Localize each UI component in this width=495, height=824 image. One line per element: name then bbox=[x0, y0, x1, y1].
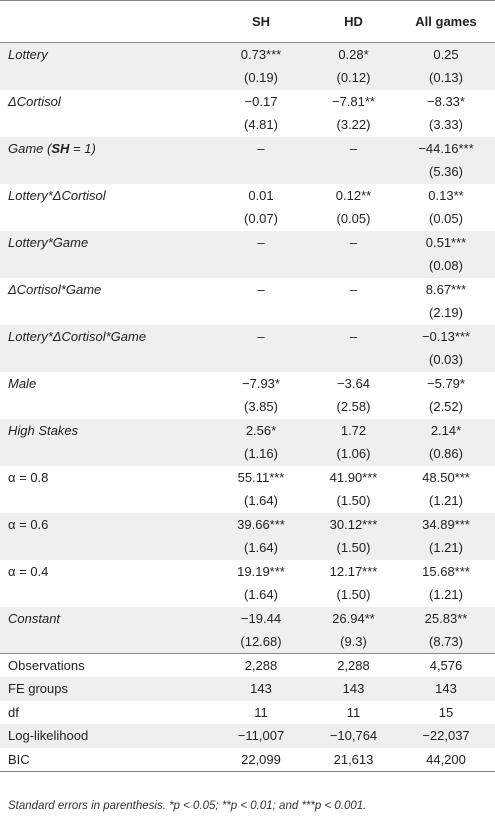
stat-cell: 143 bbox=[310, 677, 397, 701]
coef-row bbox=[0, 419, 495, 443]
coef-cell: 0.73*** bbox=[212, 43, 310, 67]
coef-cell: −0.17 bbox=[244, 93, 278, 109]
coef-cell: −8.33* bbox=[427, 93, 465, 109]
coef-cell: 34.89*** bbox=[397, 513, 495, 537]
se-row bbox=[0, 583, 495, 607]
coef-row bbox=[0, 325, 495, 349]
stat-cell: 2,288 bbox=[310, 654, 397, 678]
coef-row bbox=[0, 184, 495, 208]
row-label-empty bbox=[0, 395, 212, 419]
row-label: α = 0.6 bbox=[0, 513, 212, 537]
coef-cell: 0.25 bbox=[397, 43, 495, 67]
stat-cell: −22,037 bbox=[397, 724, 495, 748]
coef-cell: 19.19*** bbox=[237, 563, 285, 579]
row-label-empty bbox=[0, 583, 212, 607]
se-cell bbox=[310, 348, 397, 372]
stat-cell: 2,288 bbox=[212, 654, 310, 678]
stat-cell: 15 bbox=[438, 704, 454, 720]
row-label: ΔCortisol bbox=[8, 93, 61, 109]
header-cell: HD bbox=[310, 1, 397, 43]
se-cell: (0.19) bbox=[212, 66, 310, 90]
stat-row bbox=[0, 677, 495, 701]
se-cell: (12.68) bbox=[212, 630, 310, 654]
stat-cell: 11 bbox=[254, 704, 268, 720]
se-cell: (1.21) bbox=[429, 493, 463, 509]
coef-cell: 25.83** bbox=[397, 607, 495, 631]
stat-label: BIC bbox=[0, 748, 212, 772]
stat-cell: 143 bbox=[212, 677, 310, 701]
row-label-empty bbox=[0, 66, 212, 90]
coef-cell: −5.79* bbox=[427, 375, 465, 391]
coef-row bbox=[0, 231, 495, 255]
coef-cell: 0.01 bbox=[248, 187, 274, 203]
coef-cell: 26.94** bbox=[310, 607, 397, 631]
coef-row bbox=[0, 607, 495, 631]
header-cell: All games bbox=[397, 1, 495, 43]
stat-cell: 21,613 bbox=[310, 748, 397, 772]
coef-cell: 8.67*** bbox=[425, 281, 467, 297]
se-cell: (1.64) bbox=[244, 493, 278, 509]
stat-label: Observations bbox=[0, 654, 212, 678]
stat-cell: 22,099 bbox=[212, 748, 310, 772]
row-label-empty bbox=[0, 536, 212, 560]
se-cell: (1.06) bbox=[310, 442, 397, 466]
se-cell: (0.13) bbox=[397, 66, 495, 90]
se-cell bbox=[212, 301, 310, 325]
se-cell: (1.21) bbox=[397, 536, 495, 560]
se-cell bbox=[310, 160, 397, 184]
coef-row bbox=[0, 137, 495, 161]
coef-cell: 15.68*** bbox=[422, 563, 470, 579]
row-label: α = 0.8 bbox=[8, 469, 49, 485]
row-label: High Stakes bbox=[0, 419, 212, 443]
se-cell bbox=[212, 160, 310, 184]
se-row bbox=[0, 536, 495, 560]
se-cell: (5.36) bbox=[397, 160, 495, 184]
coef-cell: −7.93* bbox=[242, 375, 280, 391]
row-label: Lottery*ΔCortisol bbox=[8, 187, 106, 203]
stat-cell: 4,576 bbox=[397, 654, 495, 678]
se-row bbox=[0, 348, 495, 372]
row-label-empty bbox=[0, 442, 212, 466]
row-label: Game (SH = 1) bbox=[0, 137, 212, 161]
coef-cell: – bbox=[212, 231, 310, 255]
row-label-empty bbox=[0, 113, 212, 137]
se-row bbox=[0, 442, 495, 466]
se-cell: (3.33) bbox=[429, 117, 463, 133]
stat-cell: −11,007 bbox=[212, 724, 310, 748]
row-label-empty bbox=[0, 348, 212, 372]
stat-label: Log-likelihood bbox=[0, 724, 212, 748]
se-cell: (1.64) bbox=[244, 587, 278, 603]
coef-cell: 39.66*** bbox=[212, 513, 310, 537]
header-cell: SH bbox=[212, 1, 310, 43]
coef-row bbox=[0, 278, 495, 302]
se-cell: (1.21) bbox=[429, 587, 463, 603]
se-row bbox=[0, 301, 495, 325]
se-cell bbox=[212, 254, 310, 278]
se-cell: (0.07) bbox=[244, 211, 278, 227]
header-cell bbox=[0, 1, 212, 43]
se-cell: (1.50) bbox=[336, 493, 371, 509]
se-cell bbox=[212, 348, 310, 372]
header-row bbox=[0, 1, 495, 43]
stat-cell: 11 bbox=[346, 704, 361, 720]
se-cell: (1.64) bbox=[212, 536, 310, 560]
coef-cell: – bbox=[349, 281, 358, 297]
row-label: Male bbox=[8, 375, 37, 391]
se-row bbox=[0, 395, 495, 419]
coef-cell: – bbox=[310, 325, 397, 349]
stat-row bbox=[0, 701, 495, 725]
coef-cell: 2.56* bbox=[212, 419, 310, 443]
se-row bbox=[0, 113, 495, 137]
coef-cell: 0.51*** bbox=[397, 231, 495, 255]
row-label: Lottery*Game bbox=[0, 231, 212, 255]
se-row bbox=[0, 630, 495, 654]
stat-cell: 44,200 bbox=[397, 748, 495, 772]
se-cell: (1.50) bbox=[310, 536, 397, 560]
se-cell: (3.85) bbox=[244, 399, 278, 415]
stat-row bbox=[0, 654, 495, 678]
se-cell bbox=[310, 301, 397, 325]
se-cell: (4.81) bbox=[244, 117, 278, 133]
se-row bbox=[0, 489, 495, 513]
se-cell: (9.3) bbox=[310, 630, 397, 654]
coef-cell: – bbox=[212, 325, 310, 349]
row-label: Constant bbox=[0, 607, 212, 631]
coef-cell: −44.16*** bbox=[397, 137, 495, 161]
se-cell: (2.52) bbox=[429, 399, 463, 415]
coef-cell: – bbox=[310, 137, 397, 161]
row-label-empty bbox=[0, 254, 212, 278]
se-cell: (3.22) bbox=[336, 117, 371, 133]
coef-cell: 30.12*** bbox=[310, 513, 397, 537]
coef-row bbox=[0, 43, 495, 67]
row-label: ΔCortisol*Game bbox=[8, 281, 102, 297]
se-cell: (1.50) bbox=[336, 587, 371, 603]
coef-cell: 2.14* bbox=[397, 419, 495, 443]
coef-row bbox=[0, 560, 495, 584]
coef-cell: 0.28* bbox=[310, 43, 397, 67]
coef-row bbox=[0, 90, 495, 114]
se-row bbox=[0, 207, 495, 231]
coef-cell: 1.72 bbox=[310, 419, 397, 443]
coef-cell: 55.11*** bbox=[237, 469, 285, 485]
table-body bbox=[0, 43, 495, 772]
row-label: Lottery*ΔCortisol*Game bbox=[0, 325, 212, 349]
coef-cell: 0.13** bbox=[428, 187, 464, 203]
coef-cell: 41.90*** bbox=[329, 469, 378, 485]
se-row bbox=[0, 66, 495, 90]
row-label: α = 0.4 bbox=[8, 563, 49, 579]
se-cell: (1.16) bbox=[212, 442, 310, 466]
row-label-bold: SH bbox=[51, 140, 70, 156]
coef-cell: 12.17*** bbox=[329, 563, 378, 579]
se-cell: (0.05) bbox=[336, 211, 371, 227]
se-cell: (2.19) bbox=[429, 305, 463, 321]
row-label-empty bbox=[0, 207, 212, 231]
se-row bbox=[0, 254, 495, 278]
row-label: Lottery bbox=[0, 43, 212, 67]
table-footnote: Standard errors in parenthesis. *p < 0.05; **p < 0.01; and ***p < 0.001. bbox=[8, 800, 367, 812]
se-row bbox=[0, 160, 495, 184]
stat-row bbox=[0, 724, 495, 748]
se-cell: (0.86) bbox=[397, 442, 495, 466]
se-cell: (0.08) bbox=[397, 254, 495, 278]
se-cell: (8.73) bbox=[397, 630, 495, 654]
stat-label: df bbox=[8, 704, 19, 720]
coef-row bbox=[0, 466, 495, 490]
stat-cell: 143 bbox=[397, 677, 495, 701]
se-cell: (2.58) bbox=[336, 399, 371, 415]
row-label-empty bbox=[0, 630, 212, 654]
stat-label: FE groups bbox=[0, 677, 212, 701]
coef-row bbox=[0, 513, 495, 537]
stat-cell: −10,764 bbox=[310, 724, 397, 748]
coef-cell: – bbox=[212, 137, 310, 161]
row-label-empty bbox=[0, 489, 212, 513]
coef-cell: 48.50*** bbox=[422, 469, 470, 485]
coef-cell: 0.12** bbox=[335, 187, 372, 203]
se-cell: (0.03) bbox=[397, 348, 495, 372]
row-label-empty bbox=[0, 160, 212, 184]
coef-cell: −19.44 bbox=[212, 607, 310, 631]
se-cell: (0.12) bbox=[310, 66, 397, 90]
se-cell: (0.05) bbox=[429, 211, 463, 227]
coef-cell: −3.64 bbox=[337, 375, 370, 391]
coef-cell: – bbox=[310, 231, 397, 255]
stat-row bbox=[0, 748, 495, 772]
row-label-empty bbox=[0, 301, 212, 325]
coef-row bbox=[0, 372, 495, 396]
coef-cell: – bbox=[257, 281, 265, 297]
se-cell bbox=[310, 254, 397, 278]
coef-cell: −7.81** bbox=[331, 93, 375, 109]
coef-cell: −0.13*** bbox=[397, 325, 495, 349]
